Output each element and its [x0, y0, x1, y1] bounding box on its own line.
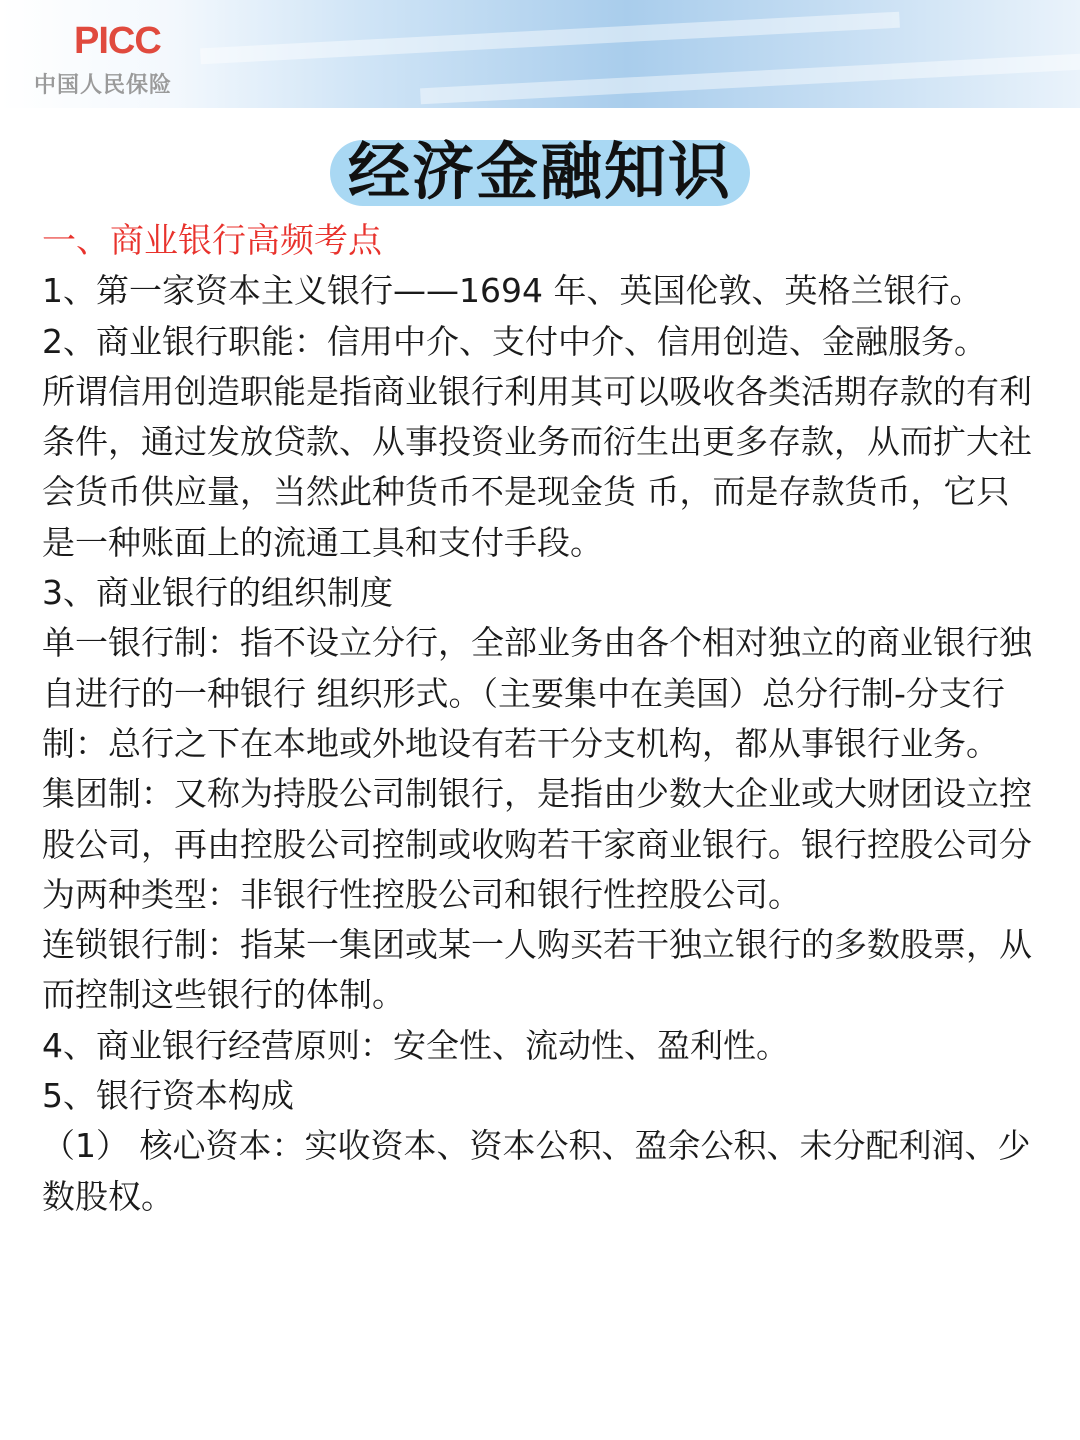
- logo-caption: 中国人民保险: [34, 73, 173, 98]
- paragraph-5: 单一银行制：指不设立分行，全部业务由各个相对独立的商业银行独自进行的一种银行 组织形式。（主要集中在美国）总分行制-分支行制：总行之下在本地或外地设有若干分支机构，都从事银行业务。: [42, 623, 1032, 763]
- title-block: [0, 120, 1080, 220]
- paragraph-10: （1） 核心资本：实收资本、资本公积、盈余公积、未分配利润、少数股权。: [42, 1126, 1031, 1216]
- article-body: [42, 216, 1042, 1222]
- paragraph-1: 1、第一家资本主义银行——1694 年、英国伦敦、英格兰银行。: [42, 271, 983, 311]
- paragraph-6: 集团制：又称为持股公司制银行，是指由少数大企业或大财团设立控股公司，再由控股公司控制或收购若干家商业银行。银行控股公司分为两种类型：非银行性控股公司和银行性控股公司。: [42, 774, 1032, 914]
- paragraph-2: 2、商业银行职能：信用中介、支付中介、信用创造、金融服务。: [42, 321, 987, 361]
- banner-streak: [200, 12, 900, 65]
- paragraph-4: 3、商业银行的组织制度: [42, 573, 393, 613]
- banner-streak: [420, 52, 1080, 105]
- paragraph-9: 5、银行资本构成: [42, 1076, 294, 1116]
- picc-logo: PICC: [74, 20, 161, 62]
- paragraph-7: 连锁银行制：指某一集团或某一人购买若干独立银行的多数股票，从而控制这些银行的体制。: [42, 925, 1032, 1015]
- page-title: 经济金融知识: [347, 135, 732, 208]
- paragraph-3: 所谓信用创造职能是指商业银行利用其可以吸收各类活期存款的有利条件，通过发放贷款、从事投资业务而衍生出更多存款，从而扩大社会货币供应量，当然此种货币不是现金货 币，而是存款货币，它只是一种账面上的流通工具和支付手段。: [42, 371, 1032, 562]
- paragraph-8: 4、商业银行经营原则：安全性、流动性、盈利性。: [42, 1025, 789, 1065]
- section-heading: 一、商业银行高频考点: [42, 221, 382, 261]
- header-banner: [0, 0, 1080, 108]
